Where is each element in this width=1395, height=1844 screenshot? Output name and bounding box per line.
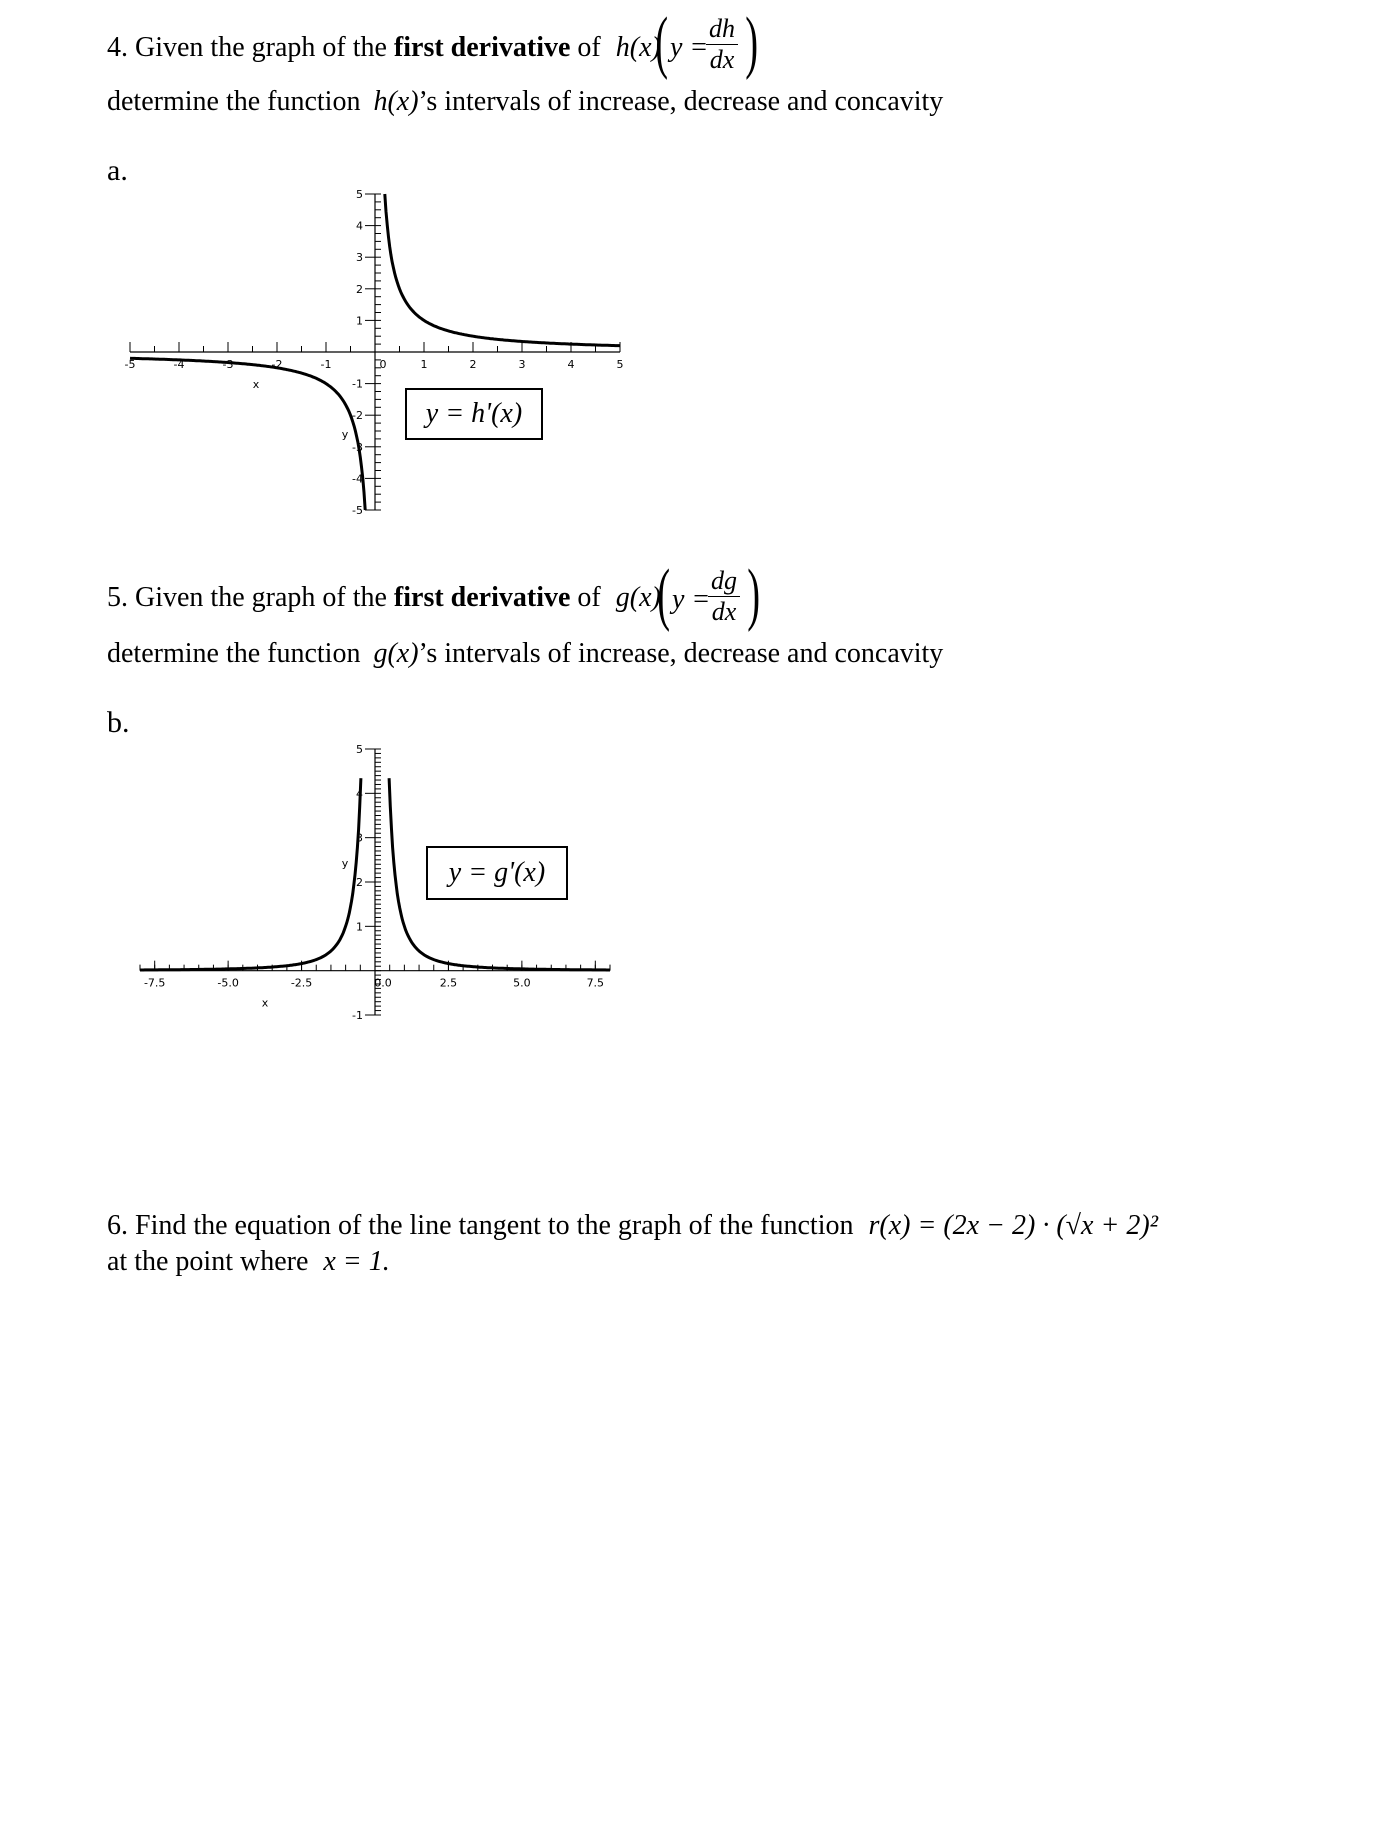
y-axis-label: y bbox=[341, 428, 349, 441]
x-tick-label: 0 bbox=[379, 358, 387, 371]
x-axis-label: x bbox=[261, 996, 269, 1010]
problem-6-line2-text: at the point where bbox=[107, 1246, 309, 1277]
fraction-numerator: dg bbox=[708, 566, 740, 597]
chart-a-annotation-box bbox=[405, 388, 543, 440]
x-tick-label: 2 bbox=[469, 358, 477, 371]
problem-6-line2 bbox=[107, 1246, 390, 1278]
problem-5-line2 bbox=[107, 638, 943, 670]
y-tick-label: 1 bbox=[356, 920, 363, 934]
y-axis-label: y bbox=[341, 857, 349, 870]
chart-a bbox=[110, 180, 670, 530]
part-label-b: b. bbox=[107, 706, 130, 739]
x-tick-label: -2 bbox=[271, 358, 283, 371]
problem-4-fraction bbox=[706, 14, 738, 75]
y-tick-label: -1 bbox=[352, 1009, 363, 1022]
problem-5-line2-post: ’s intervals of increase, decrease and concavity bbox=[418, 638, 944, 669]
y-tick-label: -5 bbox=[352, 504, 363, 517]
problem-4-line2-func: h(x) bbox=[373, 86, 419, 117]
problem-5-line2-pre: determine the function bbox=[107, 638, 361, 669]
problem-4-intro: 4. Given the graph of the bbox=[107, 32, 387, 63]
x-tick-label: -4 bbox=[173, 358, 185, 371]
problem-4-emph: first derivative bbox=[393, 32, 571, 63]
problem-5-emph: first derivative bbox=[393, 582, 571, 613]
x-tick-label: -2.5 bbox=[290, 976, 313, 990]
y-tick-label: -2 bbox=[352, 409, 363, 423]
chart-b-annotation-box bbox=[426, 846, 568, 900]
chart-a-annotation: y = h'(x) bbox=[425, 398, 523, 429]
problem-4-line2-pre: determine the function bbox=[107, 86, 361, 117]
x-tick-label: -5.0 bbox=[217, 976, 239, 990]
x-tick-label: -5 bbox=[124, 358, 136, 371]
right-paren: ) bbox=[745, 4, 759, 81]
y-tick-label: 4 bbox=[356, 787, 363, 801]
y-tick-label: -3 bbox=[352, 440, 363, 454]
x-tick-label: 4 bbox=[567, 358, 575, 371]
x-tick-label: 5 bbox=[616, 358, 624, 371]
x-axis-label: x bbox=[252, 378, 260, 391]
y-tick-label: 5 bbox=[356, 743, 363, 756]
y-tick-label: -1 bbox=[352, 377, 363, 391]
y-tick-label: 2 bbox=[356, 282, 363, 296]
x-tick-label: 2.5 bbox=[439, 976, 458, 990]
x-tick-label: -3 bbox=[222, 358, 234, 371]
y-tick-label: 1 bbox=[356, 314, 363, 328]
left-paren: ( bbox=[655, 4, 669, 81]
problem-5-of: of bbox=[577, 582, 601, 613]
y-tick-label: 5 bbox=[356, 188, 363, 201]
problem-5-fraction bbox=[708, 566, 740, 627]
fraction-denominator: dx bbox=[709, 45, 735, 74]
x-tick-label: 0.0 bbox=[374, 976, 392, 990]
problem-4-func: h(x) bbox=[615, 32, 661, 63]
y-tick-label: 4 bbox=[356, 219, 363, 233]
problem-6-condition: x = 1. bbox=[323, 1246, 390, 1277]
chart-b bbox=[110, 735, 650, 1035]
problem-6-formula: r(x) = (2x − 2) · (√x + 2)² bbox=[868, 1210, 1159, 1241]
curve-right-branch bbox=[385, 194, 620, 346]
curve-left-branch bbox=[130, 358, 365, 510]
fraction-numerator: dh bbox=[706, 14, 738, 45]
problem-5-y-eq: y = bbox=[672, 584, 711, 615]
y-tick-label: -4 bbox=[352, 472, 363, 486]
problem-6-text: 6. Find the equation of the line tangent to the graph of the function bbox=[107, 1210, 854, 1241]
problem-4-of: of bbox=[577, 32, 601, 63]
problem-4-line2-post: ’s intervals of increase, decrease and concavity bbox=[418, 86, 944, 117]
x-tick-label: 3 bbox=[518, 358, 526, 371]
problem-4-line2 bbox=[107, 86, 943, 118]
y-tick-label: 2 bbox=[356, 876, 363, 889]
x-tick-label: -1 bbox=[320, 358, 332, 371]
problem-4-line1 bbox=[107, 32, 661, 64]
chart-b-annotation: y = g'(x) bbox=[448, 857, 546, 888]
problem-5-line1 bbox=[107, 582, 661, 614]
y-tick-label: 3 bbox=[356, 831, 363, 845]
fraction-denominator: dx bbox=[711, 597, 737, 626]
right-paren: ) bbox=[747, 556, 761, 633]
part-label-a: a. bbox=[107, 154, 128, 187]
x-tick-label: 7.5 bbox=[586, 976, 605, 990]
problem-5-intro: 5. Given the graph of the bbox=[107, 582, 387, 613]
x-tick-label: 5.0 bbox=[513, 976, 531, 990]
problem-4-y-eq: y = bbox=[670, 32, 709, 63]
problem-5-func: g(x) bbox=[615, 582, 661, 613]
x-tick-label: 1 bbox=[420, 358, 428, 371]
curve-left-branch bbox=[140, 778, 361, 970]
problem-5-line2-func: g(x) bbox=[373, 638, 419, 669]
y-tick-label: 3 bbox=[356, 251, 363, 265]
problem-6-line1 bbox=[107, 1210, 1158, 1242]
x-tick-label: -7.5 bbox=[143, 976, 166, 990]
left-paren: ( bbox=[657, 556, 671, 633]
